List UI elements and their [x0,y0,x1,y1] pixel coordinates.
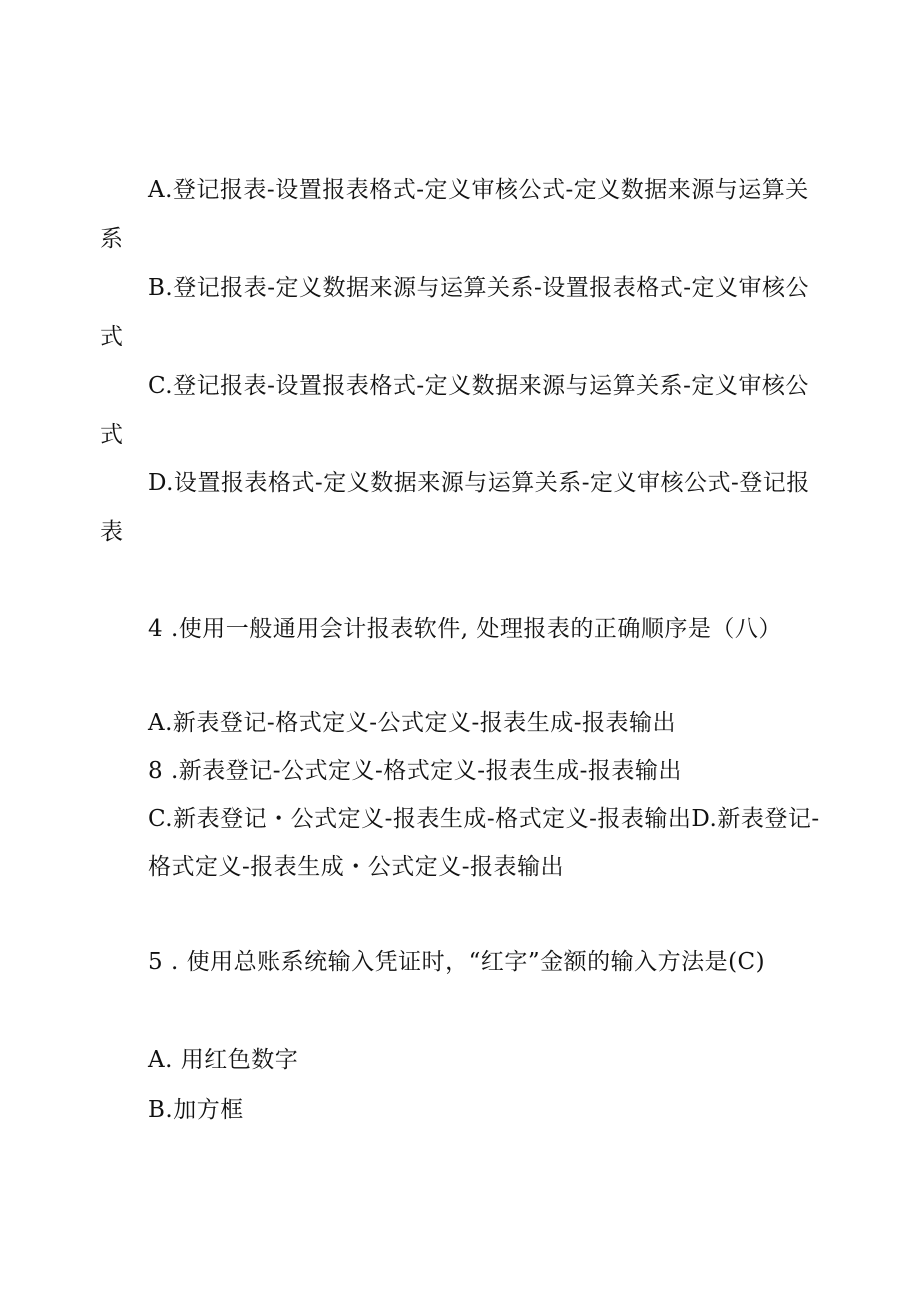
q3-option-d-line1: D.设置报表格式-定义数据来源与运算关系-定义审核公式-登记报 [148,470,810,496]
q3-option-c-line2: 式 [100,422,124,448]
q4-question: 4 .使用一般通用会计报表软件, 处理报表的正确顺序是（八） [148,616,782,642]
q5-question: 5 . 使用总账系统输入凭证时，“红字”金额的输入方法是(C) [148,949,766,975]
q3-option-d-line2: 表 [100,519,124,545]
q3-option-a-line2: 系 [100,226,124,252]
q4-option-cd-line1: C.新表登记・公式定义-报表生成-格式定义-报表输出D.新表登记- [148,806,820,832]
q4-option-cd-line2: 格式定义-报表生成・公式定义-报表输出 [148,854,565,880]
q3-option-b-line2: 式 [100,324,124,350]
q4-option-a: A.新表登记-格式定义-公式定义-报表生成-报表输出 [148,710,677,736]
q3-option-c-line1: C.登记报表-设置报表格式-定义数据来源与运算关系-定义审核公 [148,373,809,399]
q5-option-a: A. 用红色数字 [148,1047,299,1073]
q3-option-b-line1: B.登记报表-定义数据来源与运算关系-设置报表格式-定义审核公 [148,275,810,301]
q5-option-b: B.加方框 [148,1097,244,1123]
q4-option-b: 8 .新表登记-公式定义-格式定义-报表生成-报表输出 [148,758,682,784]
q3-option-a-line1: A.登记报表-设置报表格式-定义审核公式-定义数据来源与运算关 [148,177,809,203]
